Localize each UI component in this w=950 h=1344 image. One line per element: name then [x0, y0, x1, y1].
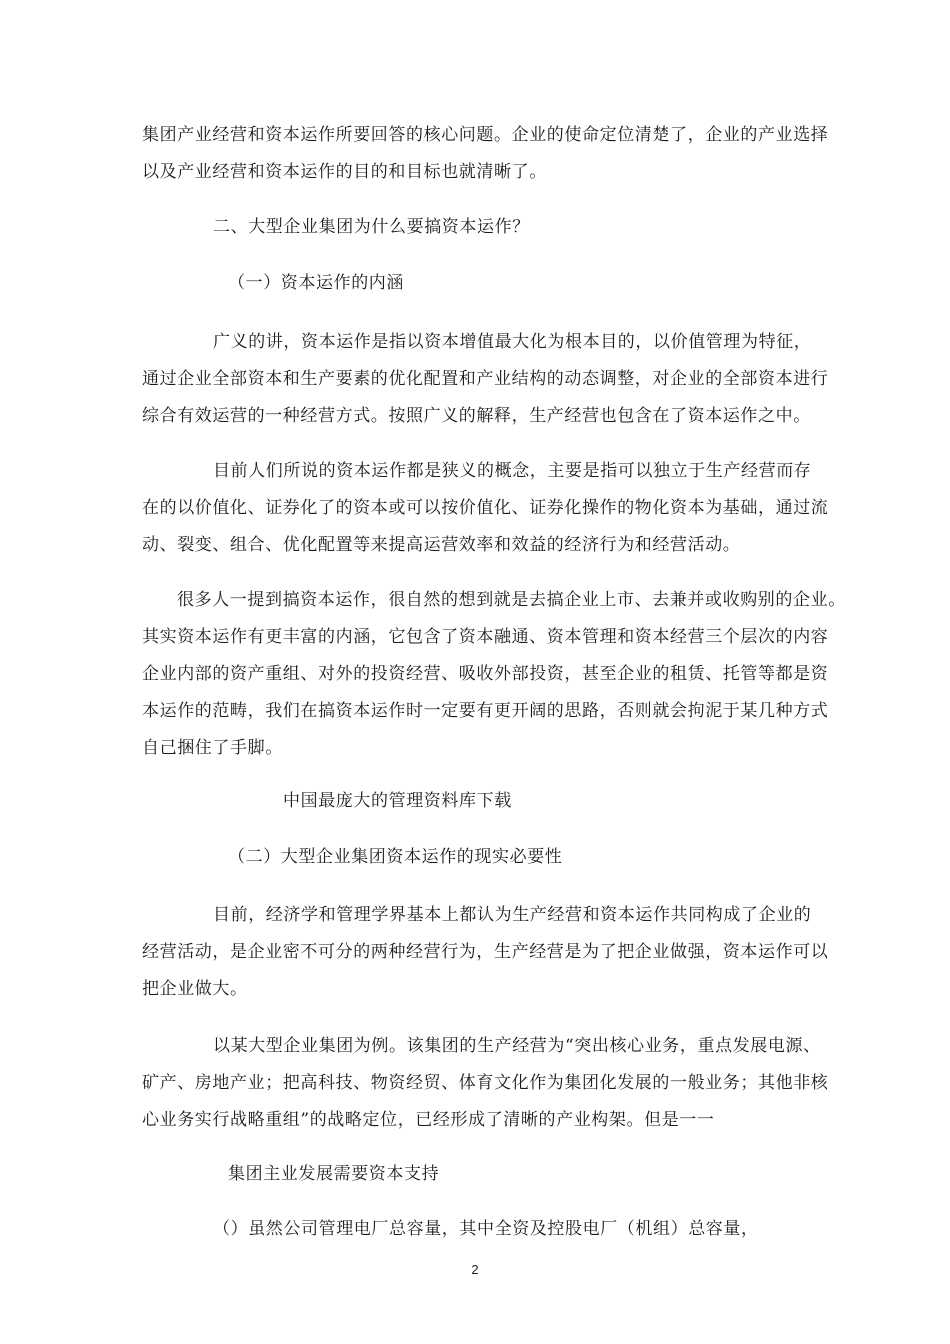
text-line: 很多人一提到搞资本运作，很自然的想到就是去搞企业上市、去兼并或收购别的企业。	[177, 590, 846, 610]
text-line: 集团产业经营和资本运作所要回答的核心问题。企业的使命定位清楚了，企业的产业选择	[142, 125, 829, 145]
text-line: 在的以价值化、证券化了的资本或可以按价值化、证券化操作的物化资本为基础，通过流	[142, 498, 829, 518]
text-line: 通过企业全部资本和生产要素的优化配置和产业结构的动态调整，对企业的全部资本进行	[142, 369, 829, 389]
text-line: 心业务实行战略重组”的战略定位，已经形成了清晰的产业构架。但是一一	[142, 1110, 715, 1130]
text-line: （）虽然公司管理电厂总容量，其中全资及控股电厂（机组）总容量，	[213, 1219, 759, 1239]
text-line: 综合有效运营的一种经营方式。按照广义的解释，生产经营也包含在了资本运作之中。	[142, 406, 811, 426]
section-heading: 二、大型企业集团为什么要搞资本运作？	[213, 217, 530, 237]
text-line: 动、裂变、组合、优化配置等来提高运营效率和效益的经济行为和经营活动。	[142, 535, 741, 555]
subsection-heading: （二）大型企业集团资本运作的现实必要性	[228, 847, 563, 867]
text-line: 企业内部的资产重组、对外的投资经营、吸收外部投资，甚至企业的租赁、托管等都是资	[142, 664, 829, 684]
text-line: 目前，经济学和管理学界基本上都认为生产经营和资本运作共同构成了企业的	[213, 905, 812, 925]
text-line: 经营活动，是企业密不可分的两种经营行为，生产经营是为了把企业做强，资本运作可以	[142, 942, 829, 962]
text-line: 目前人们所说的资本运作都是狭义的概念，主要是指可以独立于生产经营而存	[213, 461, 812, 481]
text-line: 矿产、房地产业；把高科技、物资经贸、体育文化作为集团化发展的一般业务；其他非核	[142, 1073, 829, 1093]
ad-text: 中国最庞大的管理资料库下载	[283, 791, 512, 811]
text-line: 本运作的范畴，我们在搞资本运作时一定要有更开阔的思路，否则就会拘泥于某几种方式	[142, 701, 829, 721]
page-number: 2	[471, 1262, 479, 1277]
text-line: 其实资本运作有更丰富的内涵，它包含了资本融通、资本管理和资本经营三个层次的内容	[142, 627, 829, 647]
subsection-heading: （一）资本运作的内涵	[228, 273, 404, 293]
text-line: 自己捆住了手脚。	[142, 738, 283, 758]
text-line: 以某大型企业集团为例。该集团的生产经营为“突出核心业务，重点发展电源、	[213, 1036, 821, 1056]
text-line: 以及产业经营和资本运作的目的和目标也就清晰了。	[142, 162, 547, 182]
subsection-heading: 集团主业发展需要资本支持	[228, 1164, 440, 1184]
text-line: 广义的讲，资本运作是指以资本增值最大化为根本目的，以价值管理为特征，	[213, 332, 812, 352]
text-line: 把企业做大。	[142, 979, 248, 999]
